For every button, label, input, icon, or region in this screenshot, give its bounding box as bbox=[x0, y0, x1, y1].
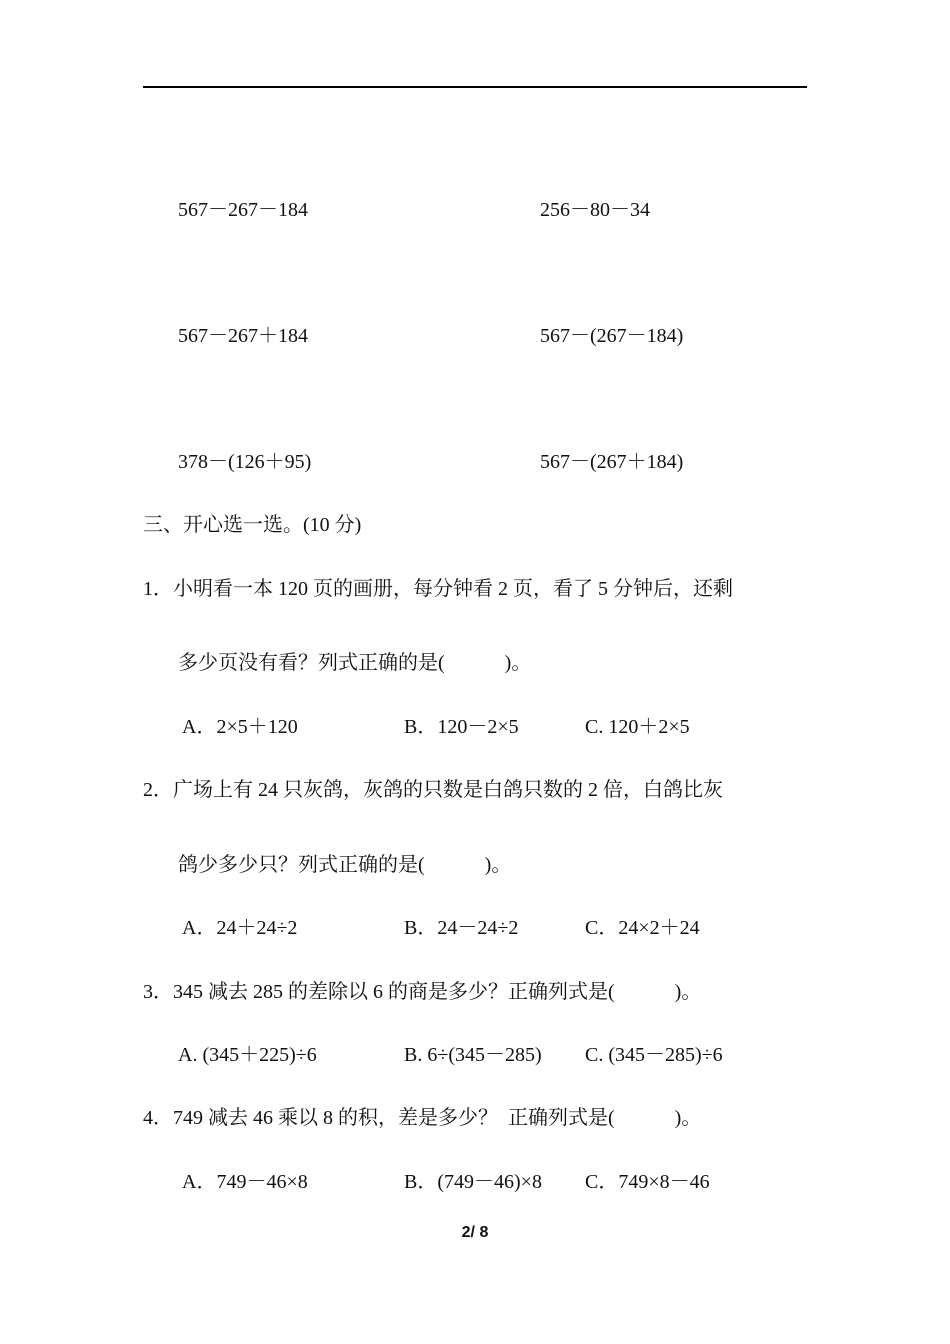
q4-option-c: C．749×8－46 bbox=[585, 1171, 710, 1193]
q1-line2: 多少页没有看？列式正确的是( )。 bbox=[178, 652, 532, 674]
expr-r2-right: 567－(267－184) bbox=[540, 325, 684, 347]
q3-option-c: C. (345－285)÷6 bbox=[585, 1044, 723, 1066]
q2-line2: 鸽少多少只？列式正确的是( )。 bbox=[178, 854, 512, 876]
q1-option-c: C. 120＋2×5 bbox=[585, 716, 690, 738]
page-number: 2/ 8 bbox=[461, 1224, 489, 1241]
q4-line1: 4．749 减去 46 乘以 8 的积，差是多少？ 正确列式是( )。 bbox=[143, 1107, 702, 1129]
expr-r3-right: 567－(267＋184) bbox=[540, 451, 684, 473]
q1-option-a: A．2×5＋120 bbox=[182, 716, 298, 738]
q1-line1: 1．小明看一本 120 页的画册，每分钟看 2 页，看了 5 分钟后，还剩 bbox=[143, 578, 733, 600]
q3-line1: 3．345 减去 285 的差除以 6 的商是多少？正确列式是( )。 bbox=[143, 981, 702, 1003]
q2-option-a: A．24＋24÷2 bbox=[182, 917, 298, 939]
q3-option-b: B. 6÷(345－285) bbox=[404, 1044, 542, 1066]
q4-option-a: A．749－46×8 bbox=[182, 1171, 308, 1193]
expr-r1-left: 567－267－184 bbox=[178, 199, 308, 221]
expr-r3-left: 378－(126＋95) bbox=[178, 451, 312, 473]
expr-r2-left: 567－267＋184 bbox=[178, 325, 308, 347]
expr-r1-right: 256－80－34 bbox=[540, 199, 650, 221]
header-rule bbox=[143, 86, 807, 88]
q4-option-b: B．(749－46)×8 bbox=[404, 1171, 542, 1193]
q2-line1: 2．广场上有 24 只灰鸽，灰鸽的只数是白鸽只数的 2 倍，白鸽比灰 bbox=[143, 779, 723, 801]
q2-option-b: B．24－24÷2 bbox=[404, 917, 519, 939]
section-heading: 三、开心选一选。(10 分) bbox=[143, 514, 362, 536]
q3-option-a: A. (345＋225)÷6 bbox=[178, 1044, 317, 1066]
q2-option-c: C．24×2＋24 bbox=[585, 917, 700, 939]
q1-option-b: B．120－2×5 bbox=[404, 716, 519, 738]
